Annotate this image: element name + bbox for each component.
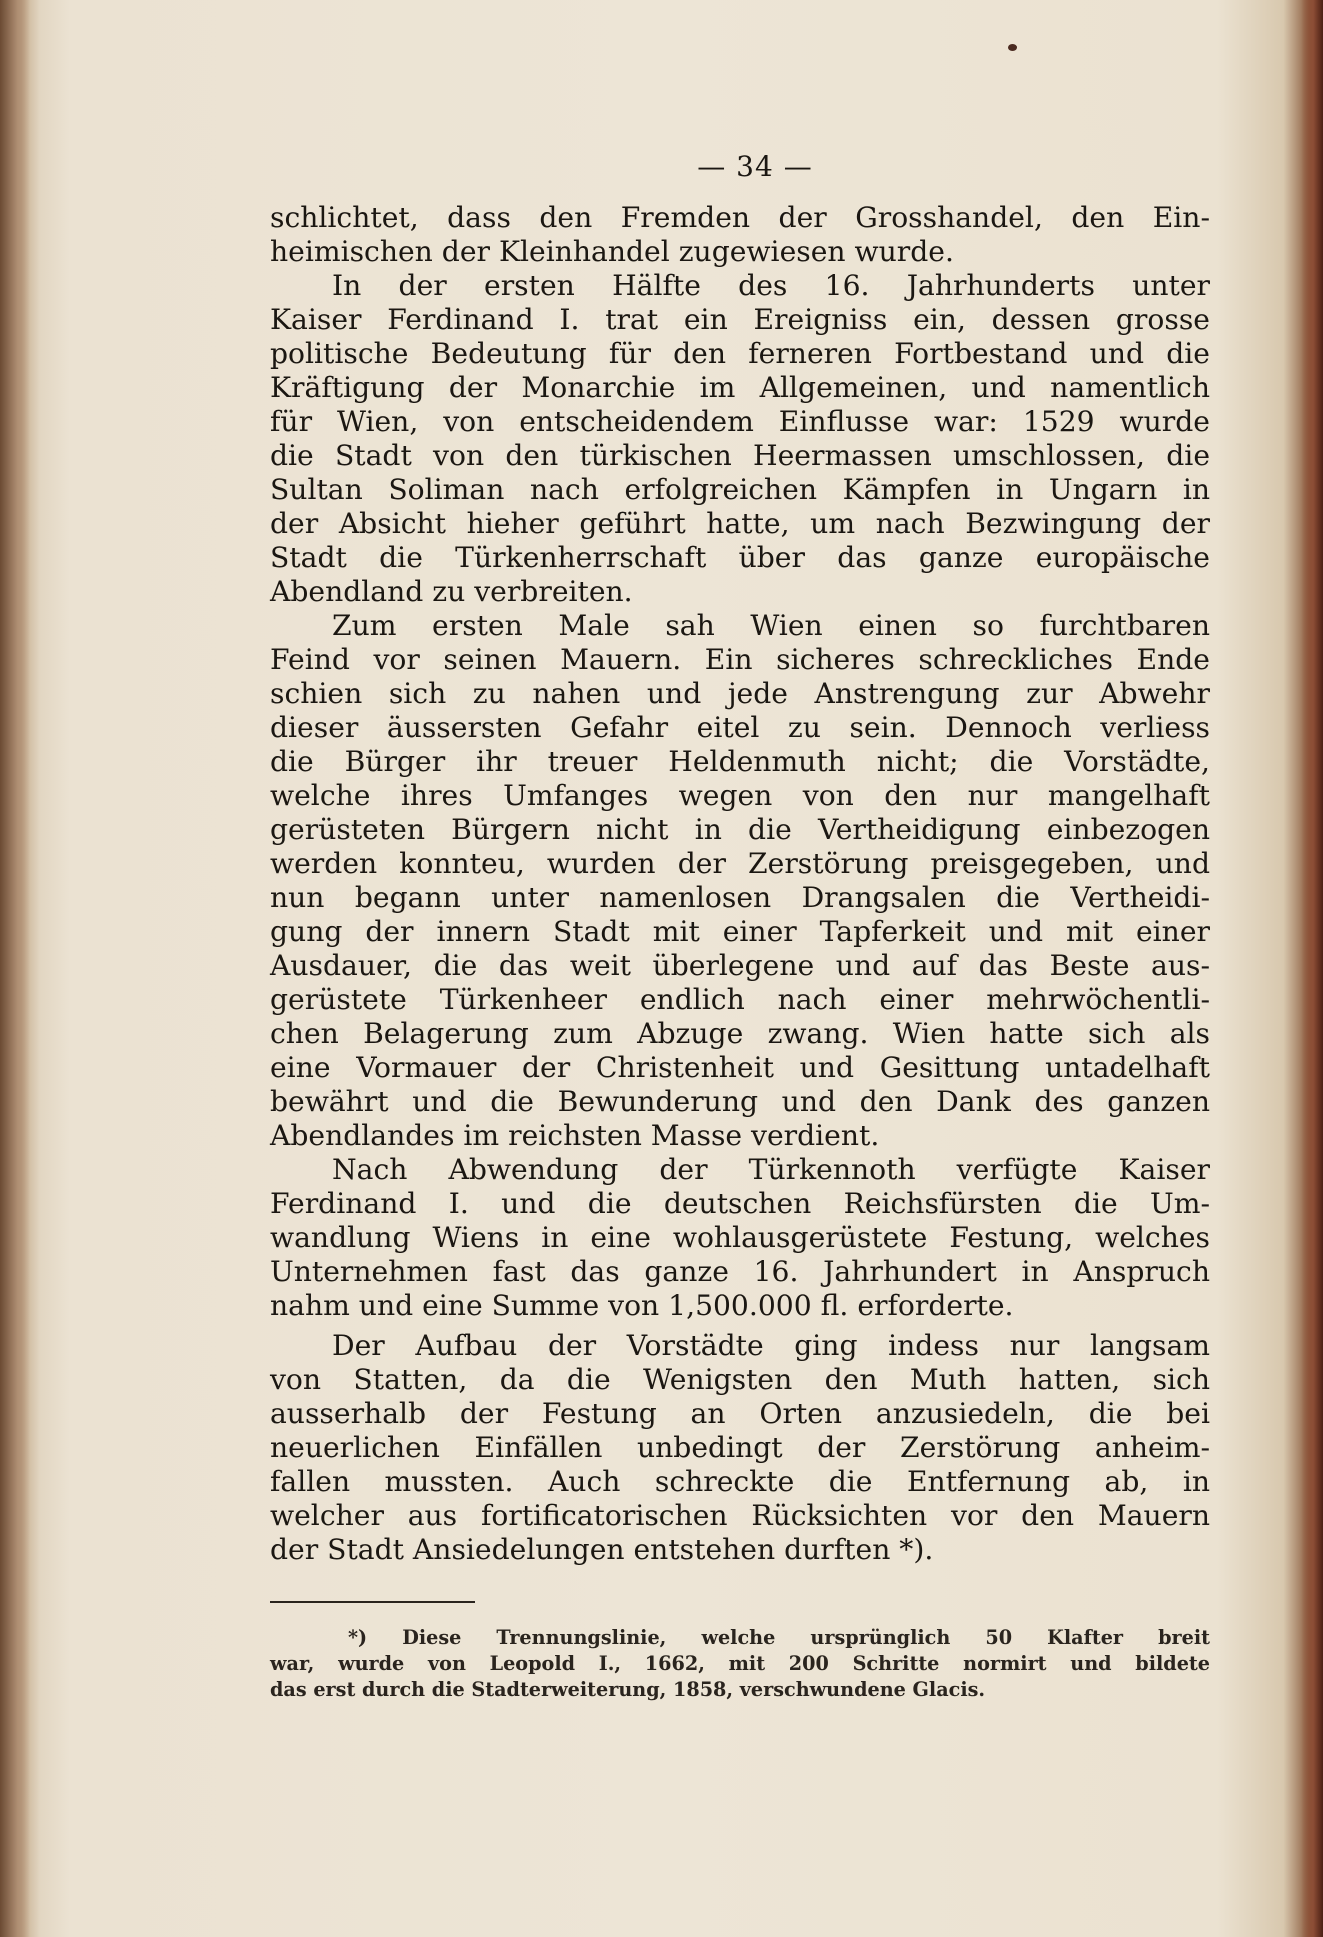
footnote-line: *) Diese Trennungslinie, welche ursprünglich 50 Klafter breit [348,1626,1210,1649]
page-content [270,150,1210,1703]
paragraph [270,269,1210,609]
text-line: die Bürger ihr treuer Heldenmuth nicht; die Vorstädte, [270,745,1210,778]
text-line: nun begann unter namenlosen Drangsalen die Vertheidi- [270,881,1210,914]
text-line: Feind vor seinen Mauern. Ein sicheres schreckliches Ende [270,643,1210,676]
page-number: — 34 — [697,150,813,183]
body-text [270,201,1210,1567]
text-line: gerüsteten Bürgern nicht in die Vertheidigung einbezogen [270,813,1210,846]
paragraph [270,1153,1210,1323]
text-line: wandlung Wiens in eine wohlausgerüstete Festung, welches [270,1221,1210,1254]
text-line: Abendlandes im reichsten Masse verdient. [270,1119,880,1152]
text-line: Der Aufbau der Vorstädte ging indess nur langsam [332,1329,1210,1362]
text-line: Nach Abwendung der Türkennoth verfügte Kaiser [332,1153,1210,1186]
text-line: Stadt die Türkenherrschaft über das ganze europäische [270,541,1210,574]
text-line: die Stadt von den türkischen Heermassen umschlossen, die [270,439,1210,472]
text-line: eine Vormauer der Christenheit und Gesittung untadelhaft [270,1051,1210,1084]
text-line: Sultan Soliman nach erfolgreichen Kämpfen in Ungarn in [270,473,1210,506]
text-line: welche ihres Umfanges wegen von den nur mangelhaft [270,779,1210,812]
text-line: von Statten, da die Wenigsten den Muth hatten, sich [270,1363,1210,1396]
text-line: dieser äussersten Gefahr eitel zu sein. Dennoch verliess [270,711,1210,744]
text-line: Ausdauer, die das weit überlegene und auf das Beste aus- [270,949,1210,982]
ink-speck [1008,44,1017,51]
text-line: gung der innern Stadt mit einer Tapferkeit und mit einer [270,915,1210,948]
text-line: ausserhalb der Festung an Orten anzusiedeln, die bei [270,1397,1210,1430]
text-line: welcher aus fortificatorischen Rücksichten vor den Mauern [270,1499,1210,1532]
text-line: nahm und eine Summe von 1,500.000 fl. erforderte. [270,1289,1014,1322]
text-line: der Absicht hieher geführt hatte, um nach Bezwingung der [270,507,1210,540]
text-line: für Wien, von entscheidendem Einflusse war: 1529 wurde [270,405,1210,438]
footnote-divider [270,1601,475,1603]
text-line: Kräftigung der Monarchie im Allgemeinen, und namentlich [270,371,1210,404]
paragraph [270,609,1210,1153]
paragraph [270,1329,1210,1567]
text-line: heimischen der Kleinhandel zugewiesen wurde. [270,235,954,268]
text-line: Ferdinand I. und die deutschen Reichsfürsten die Um- [270,1187,1210,1220]
text-line: schien sich zu nahen und jede Anstrengung zur Abwehr [270,677,1210,710]
text-line: Unternehmen fast das ganze 16. Jahrhundert in Anspruch [270,1255,1210,1288]
text-line: neuerlichen Einfällen unbedingt der Zerstörung anheim- [270,1431,1210,1464]
footnote [270,1625,1210,1703]
book-cover-edge [1301,0,1323,1937]
text-line: gerüstete Türkenheer endlich nach einer mehrwöchentli- [270,983,1210,1016]
text-line: Zum ersten Male sah Wien einen so furchtbaren [332,609,1210,642]
text-line: chen Belagerung zum Abzuge zwang. Wien hatte sich als [270,1017,1210,1050]
text-line: werden konnteu, wurden der Zerstörung preisgegeben, und [270,847,1210,880]
text-line: Abendland zu verbreiten. [270,575,633,608]
text-line: fallen mussten. Auch schreckte die Entfernung ab, in [270,1465,1210,1498]
footnote-line: das erst durch die Stadterweiterung, 1858, verschwundene Glacis. [270,1678,986,1701]
footnote-line: war, wurde von Leopold I., 1662, mit 200 Schritte normirt und bildete [270,1652,1210,1675]
text-line: schlichtet, dass den Fremden der Grosshandel, den Ein- [270,201,1210,234]
text-line: Kaiser Ferdinand I. trat ein Ereigniss ein, dessen grosse [270,303,1210,336]
text-line: politische Bedeutung für den ferneren Fortbestand und die [270,337,1210,370]
text-line: der Stadt Ansiedelungen entstehen durften *). [270,1533,934,1566]
text-line: In der ersten Hälfte des 16. Jahrhunderts unter [332,269,1210,302]
text-line: bewährt und die Bewunderung und den Dank des ganzen [270,1085,1210,1118]
book-spine-shadow [0,0,30,1937]
paragraph [270,201,1210,269]
